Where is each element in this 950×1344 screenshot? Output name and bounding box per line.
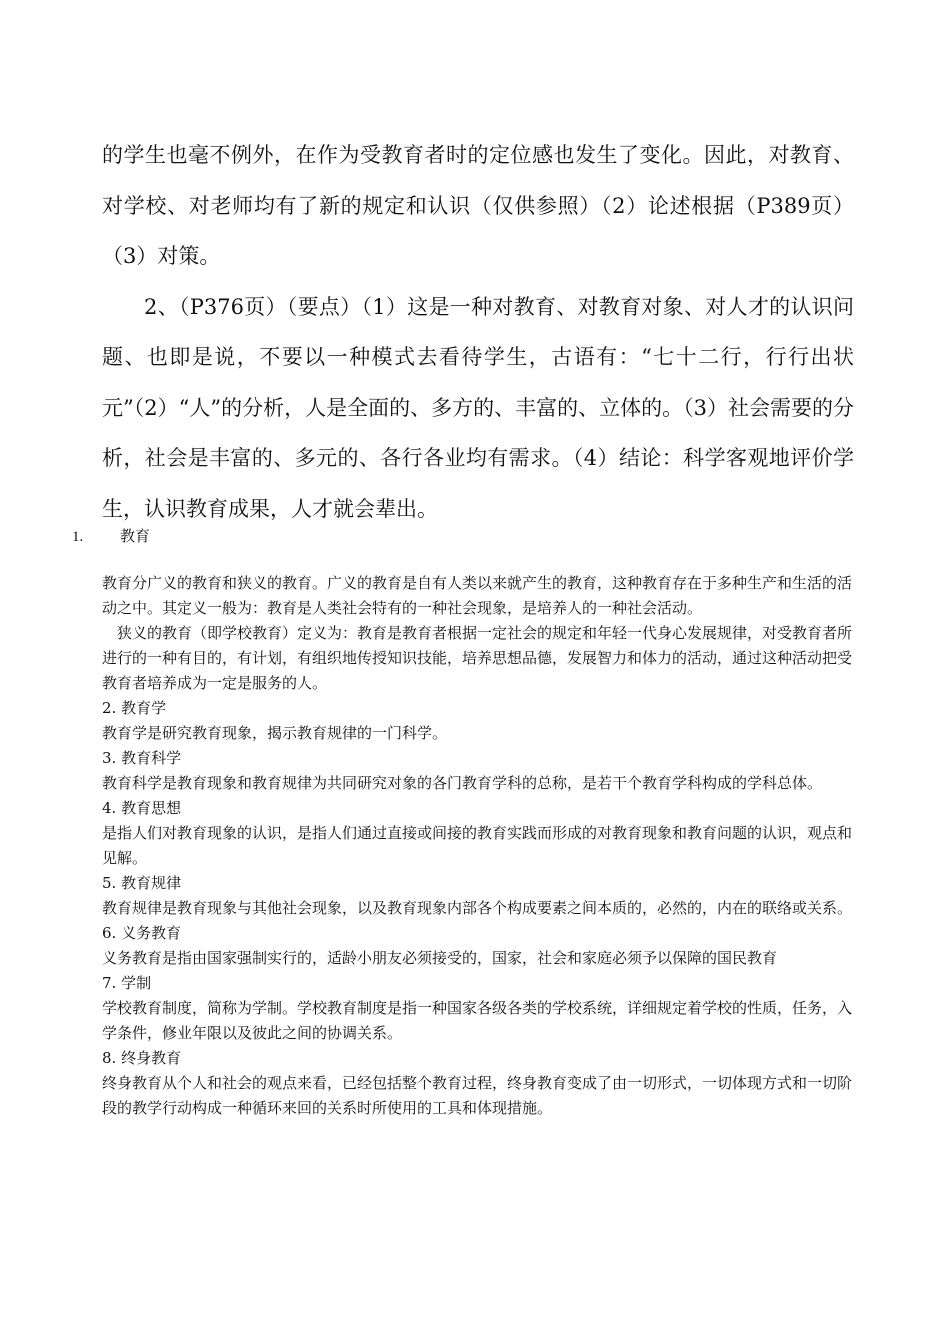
definitions-section xyxy=(102,571,852,1121)
term-heading: 6. 义务教育 xyxy=(102,924,182,942)
definition-text: 教育规律是教育现象与其他社会现象，以及教育现象内部各个构成要素之间本质的，必然的，内在的联络或关系。 xyxy=(102,899,853,917)
definition-text: 终身教育从个人和社会的观点来看，已经包括整个教育过程，终身教育变成了由一切形式，一切体现方式和一切阶段的教学行动构成一种循环来回的关系时所使用的工具和体现措施。 xyxy=(102,1074,853,1117)
answer-section xyxy=(102,130,854,534)
definition-text: 狭义的教育（即学校教育）定义为：教育是教育者根据一定社会的规定和年轻一代身心发展规律，对受教育者所进行的一种有目的，有计划，有组织地传授知识技能，培养思想品德，发展智力和体力的活动，通过这种活动把受教育者培养成为一定是服务的人。 xyxy=(102,624,853,692)
term-heading-1 xyxy=(72,524,150,549)
term-heading: 3. 教育科学 xyxy=(102,749,182,767)
term-heading: 2. 教育学 xyxy=(102,699,167,717)
answer-paragraph-2: 2、（P376页）（要点）（1）这是一种对教育、对教育对象、对人才的认识问题、也即是说，不要以一种模式去看待学生，古语有：“七十二行，行行出状元”（2）“人”的分析，人是全面的、多方的、丰富的、立体的。（3）社会需要的分析，社会是丰富的、多元的、各行各业均有需求。（4）结论：科学客观地评价学生，认识教育成果，人才就会辈出。 xyxy=(102,294,854,521)
definition-text: 学校教育制度，简称为学制。学校教育制度是指一种国家各级各类的学校系统，详细规定着学校的性质，任务，入学条件，修业年限以及彼此之间的协调关系。 xyxy=(102,999,853,1042)
definition-text: 教育分广义的教育和狭义的教育。广义的教育是自有人类以来就产生的教育，这种教育存在于多种生产和生活的活动之中。其定义一般为：教育是人类社会特有的一种社会现象，是培养人的一种社会活动。 xyxy=(102,574,853,617)
term-heading: 4. 教育思想 xyxy=(102,799,182,817)
answer-paragraph-1: 的学生也毫不例外，在作为受教育者时的定位感也发生了变化。因此，对教育、对学校、对老师均有了新的规定和认识（仅供参照）（2）论述根据（P389页）（3）对策。 xyxy=(102,143,854,268)
term-number: 1. xyxy=(72,529,84,545)
definition-text: 教育科学是教育现象和教育规律为共同研究对象的各门教育学科的总称，是若干个教育学科构成的学科总体。 xyxy=(102,774,823,792)
term-heading: 5. 教育规律 xyxy=(102,874,182,892)
definition-text: 义务教育是指由国家强制实行的，适龄小朋友必须接受的，国家，社会和家庭必须予以保障的国民教育 xyxy=(102,949,778,967)
term-heading: 7. 学制 xyxy=(102,974,152,992)
definition-text: 教育学是研究教育现象，揭示教育规律的一门科学。 xyxy=(102,724,448,742)
term-title: 教育 xyxy=(120,527,151,545)
term-heading: 8. 终身教育 xyxy=(102,1049,182,1067)
definition-text: 是指人们对教育现象的认识，是指人们通过直接或间接的教育实践而形成的对教育现象和教育问题的认识，观点和见解。 xyxy=(102,824,853,867)
